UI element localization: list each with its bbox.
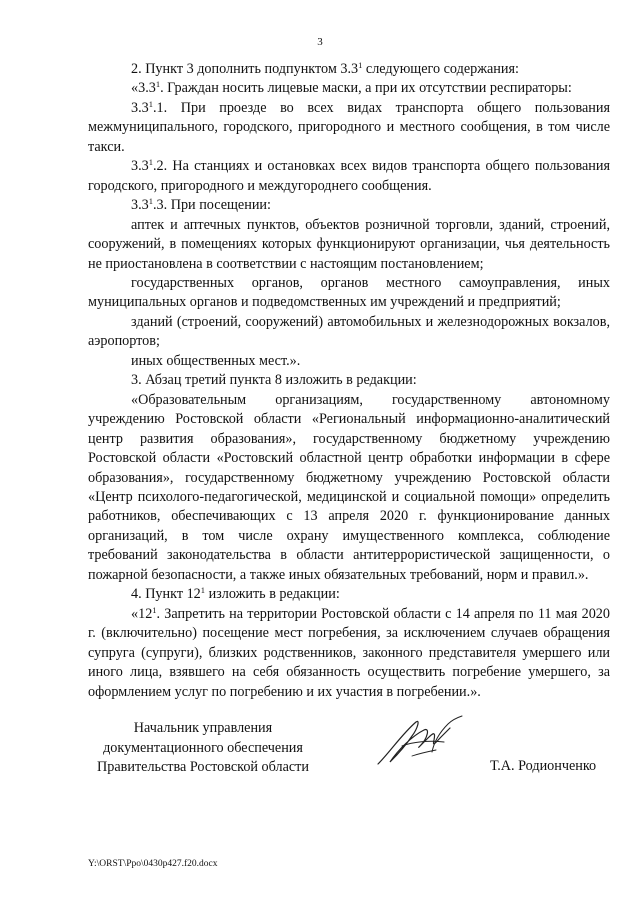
signatory-title-line: документационного обеспечения [103, 739, 303, 756]
paragraph-text: 4. Пункт 12 [131, 586, 201, 603]
paragraph-text: 2. Пункт 3 дополнить подпунктом 3.3 [131, 61, 359, 77]
paragraph-text: государственных органов, органов местного самоуправления, иных муниципальных органов и подведомственных им учреждений и предприятий; [88, 274, 610, 311]
paragraph [88, 274, 610, 313]
document-body [88, 60, 610, 702]
paragraph-text: 3.3 [131, 99, 149, 116]
paragraph-text: следующего содержания: [362, 61, 519, 77]
superscript: 1 [148, 98, 153, 109]
paragraph [88, 585, 610, 604]
paragraph-text: .2. На станциях и остановках всех видов транспорта общего пользования городского, пригородного и междугороднего сообщения. [88, 158, 610, 194]
paragraph-text: 3.3 [131, 158, 149, 175]
page-number: 3 [317, 36, 323, 48]
paragraph-text: 3.3 [131, 197, 149, 214]
paragraph-text: «Образовательным организациям, государственному автономному учреждению Ростовской области «Региональный информационно-аналитический центр развития образования», государственному бюджетному учреждению Ростовской области «Ростовский областной центр обработки информации в сфере образования», государственному бюджетному учреждению Ростовской области «Центр психолого-педагогической, медицинской и социальной помощи» определить работников, обеспечивающих с 13 апреля 2020 г. функционирование данных организаций, в том числе охрану имущественного комплекса, соблюдение требований законодательства в области антитеррористической защищенности, о пожарной безопасности, а также иных обязательных требований, норм и правил.». [88, 391, 610, 583]
paragraph-text: аптек и аптечных пунктов, объектов розничной торговли, зданий, строений, сооружений, в помещениях которых функционируют организации, чья деятельность не приостановлена в соответствии с настоящим постановлением; [88, 216, 610, 272]
superscript: 1 [155, 79, 161, 90]
paragraph-text: зданий (строений, сооружений) автомобильных и железнодорожных вокзалов, аэропортов; [88, 313, 610, 350]
paragraph-text: иных общественных мест.». [131, 352, 301, 369]
paragraph [88, 216, 610, 274]
handwritten-signature [372, 712, 472, 774]
paragraph [88, 196, 610, 215]
file-path: Y:\ORST\Ppo\0430p427.f20.docx [88, 859, 218, 869]
paragraph-text: .3. При посещении: [152, 197, 271, 214]
paragraph [88, 79, 610, 98]
paragraph [88, 352, 610, 371]
paragraph-text: изложить в редакции: [205, 586, 340, 603]
superscript: 1 [152, 604, 157, 615]
paragraph-text: .1. При проезде во всех видах транспорта общего пользования межмуниципального, городского, пригородного и местного сообщения, в том числе такси. [88, 99, 610, 155]
paragraph [88, 313, 610, 352]
paragraph [88, 157, 610, 196]
signatory-name: Т.А. Родионченко [490, 758, 597, 774]
superscript: 1 [200, 585, 206, 596]
superscript: 1 [358, 60, 363, 70]
paragraph-text: «3.3 [131, 80, 156, 97]
signatory-title-line: Начальник управления [133, 720, 273, 736]
paragraph [88, 99, 610, 157]
signatory-title-line: Правительства Ростовской области [97, 759, 309, 775]
paragraph [88, 391, 610, 586]
paragraph-text: . Запретить на территории Ростовской области с 14 апреля по 11 мая 2020 г. (включительно) посещение мест погребения, за исключением случаев обращения супруга (супруги), близких родственников, законного представителя умершего или иного лица, взявшего на себя обязанность осуществить погребение умершего, за оформлением услуг по погребению и их участия в погребении.». [88, 605, 610, 700]
superscript: 1 [148, 196, 153, 207]
paragraph [88, 60, 610, 79]
paragraph [88, 371, 610, 390]
paragraph [88, 605, 610, 702]
superscript: 1 [148, 157, 153, 168]
paragraph-text: 3. Абзац третий пункта 8 изложить в редакции: [131, 372, 417, 389]
paragraph-text: «12 [131, 605, 153, 622]
paragraph-text: . Граждан носить лицевые маски, а при их отсутствии респираторы: [160, 80, 572, 97]
signatory-title [88, 719, 318, 778]
